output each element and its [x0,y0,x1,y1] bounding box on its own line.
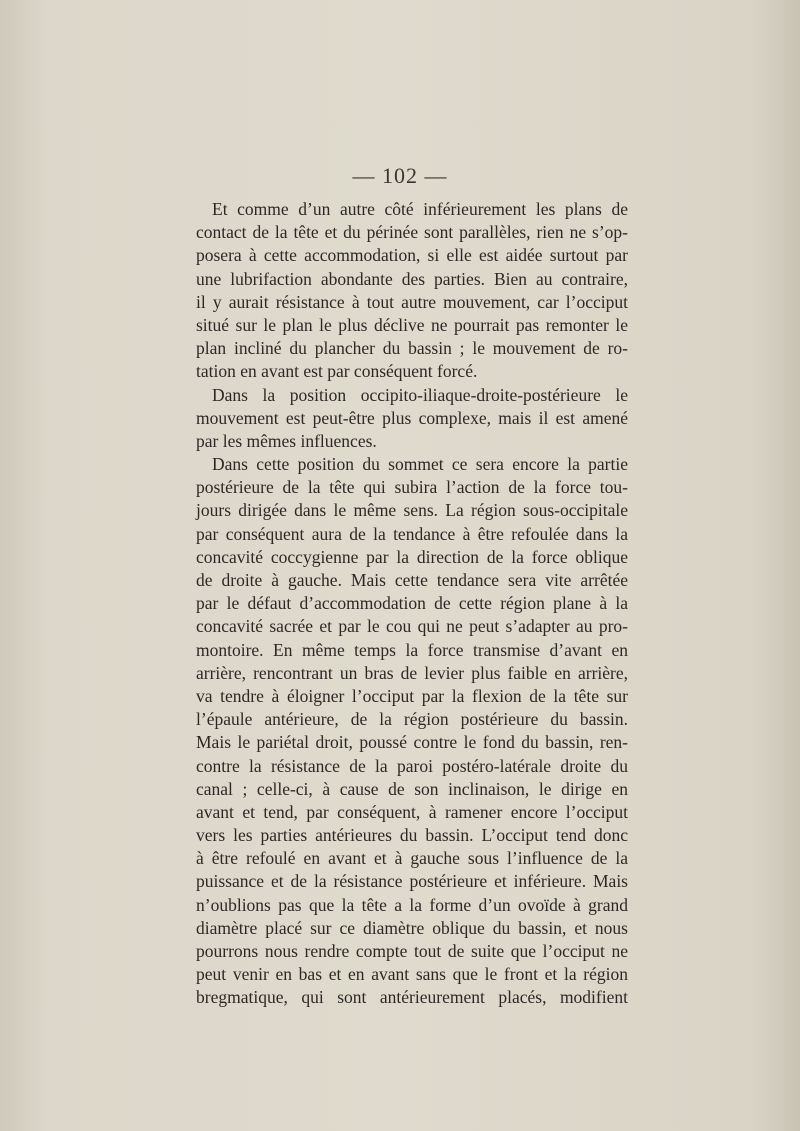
text-line: situé sur le plan le plus déclive ne pourrait pas remonter le [196,314,628,335]
text-line: contact de la tête et du périnée sont parallèles, rien ne s’op- [196,222,628,243]
text-line: jours dirigée dans le même sens. La région sous-occipitale [196,500,628,521]
text-line: plan incliné du plancher du bassin ; le mouvement de ro- [196,338,628,359]
text-line: Et comme d’un autre côté inférieurement les plans de [212,199,628,219]
text-line: concavité sacrée et par le cou qui ne peut s’adapter au pro- [196,616,628,637]
text-line: par conséquent aura de la tendance à être refoulée dans la [196,523,628,544]
text-line: par les mêmes influences. [196,430,377,451]
body-text [196,198,628,1010]
text-line: mouvement est peut-être plus complexe, mais il est amené [196,407,628,428]
text-line: concavité coccygienne par la direction de la force oblique [196,546,628,567]
text-line: pourrons nous rendre compte tout de suite que l’occiput ne [196,941,628,961]
text-line: Mais le pariétal droit, poussé contre le fond du bassin, ren- [196,732,628,753]
text-line: diamètre placé sur ce diamètre oblique du bassin, et nous [196,917,628,938]
text-line: contre la résistance de la paroi postéro-latérale droite du [196,755,628,776]
text-line: une lubrifaction abondante des parties. Bien au contraire, [196,268,628,289]
text-line: l’épaule antérieure, de la région postérieure du bassin. [196,709,628,730]
text-line: peut venir en bas et en avant sans que le front et la région [196,964,628,985]
text-line: posera à cette accommodation, si elle est aidée surtout par [196,245,628,266]
text-line: avant et tend, par conséquent, à ramener encore l’occiput [196,801,628,822]
text-line: va tendre à éloigner l’occiput par la flexion de la tête sur [196,685,628,706]
text-line: n’oublions pas que la tête a la forme d’un ovoïde à grand [196,894,628,915]
text-line: de droite à gauche. Mais cette tendance sera vite arrêtée [196,570,628,590]
text-line: par le défaut d’accommodation de cette région plane à la [196,593,628,614]
text-line: puissance et de la résistance postérieure et inférieure. Mais [196,871,628,892]
text-line: Dans la position occipito-iliaque-droite-postérieure le [212,384,628,405]
text-line: Dans cette position du sommet ce sera encore la partie [212,454,628,475]
text-line: bregmatique, qui sont antérieurement placés, modifient [196,987,628,1008]
text-line: à être refoulé en avant et à gauche sous l’influence de la [196,848,628,869]
text-line: arrière, rencontrant un bras de levier plus faible en arrière, [196,662,628,683]
text-line: il y aurait résistance à tout autre mouvement, car l’occiput [196,291,628,312]
text-line: tation en avant est par conséquent forcé. [196,361,478,382]
page-number: — 102 — [352,163,448,188]
text-line: postérieure de la tête qui subira l’action de la force tou- [196,477,628,498]
text-line: canal ; celle-ci, à cause de son inclinaison, le dirige en [196,778,628,799]
text-line: montoire. En même temps la force transmise d’avant en [196,639,628,660]
text-line: vers les parties antérieures du bassin. L’occiput tend donc [196,825,628,846]
